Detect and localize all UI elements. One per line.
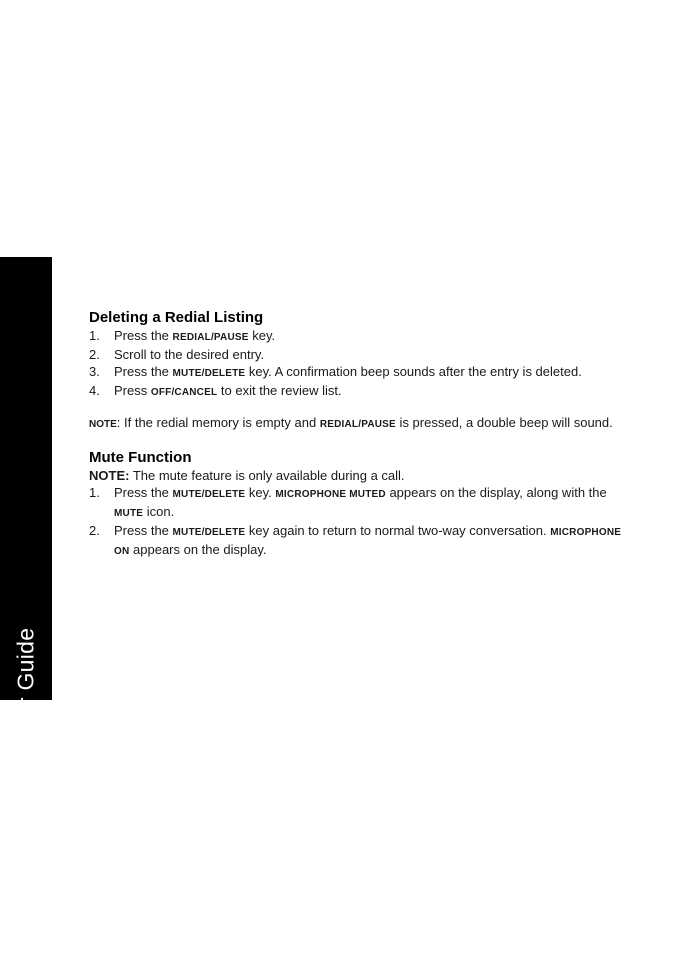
note-text: is pressed, a double beep will sound. <box>395 415 613 430</box>
key-label: REDIAL/PAUSE <box>319 419 396 430</box>
step-text: key. <box>248 328 276 343</box>
side-tab <box>0 257 52 913</box>
note-label: NOTE <box>89 419 117 430</box>
step-text: Scroll to the desired entry. <box>114 347 265 362</box>
key-label: MUTE/DELETE <box>172 368 246 379</box>
section-deleting-redial <box>89 309 634 433</box>
key-label: OFF/CANCEL <box>150 387 218 398</box>
note-paragraph <box>89 467 634 484</box>
step-text: icon. <box>143 504 175 519</box>
step-text: appears on the display. <box>129 542 267 557</box>
step-text: appears on the display, along with the <box>385 485 607 500</box>
step-text: key. <box>245 485 276 500</box>
step-number: 2. <box>89 523 100 538</box>
section-heading: Mute Function <box>89 449 192 466</box>
step-number: 2. <box>89 347 100 362</box>
step-text: to exit the review list. <box>217 383 342 398</box>
key-label: REDIAL/PAUSE <box>172 332 249 343</box>
steps-list <box>89 327 634 401</box>
key-label: MUTE/DELETE <box>172 489 246 500</box>
page-content <box>89 309 634 560</box>
step-text: Press the <box>114 328 173 343</box>
step-number: 1. <box>89 485 100 500</box>
note-text: : If the redial memory is empty and <box>116 415 320 430</box>
list-item <box>89 346 634 363</box>
icon-label: MUTE <box>114 508 144 519</box>
step-number: 3. <box>89 364 100 379</box>
list-item <box>89 522 634 560</box>
step-text: Press the <box>114 523 173 538</box>
note-paragraph <box>89 414 634 433</box>
guide-title: MD7151 User Guide <box>12 627 39 843</box>
step-text: Press the <box>114 364 173 379</box>
list-item <box>89 484 634 522</box>
step-text: key. A confirmation beep sounds after the entry is deleted. <box>245 364 582 379</box>
step-number: 1. <box>89 328 100 343</box>
step-text: Press the <box>114 485 173 500</box>
display-message: MICROPHONE ON <box>114 527 622 557</box>
key-label: MUTE/DELETE <box>172 527 246 538</box>
note-text: The mute feature is only available during a call. <box>129 468 405 483</box>
note-label: NOTE: <box>89 468 130 483</box>
list-item <box>89 363 634 382</box>
step-text: Press <box>114 383 151 398</box>
step-text: key again to return to normal two-way conversation. <box>245 523 551 538</box>
step-number: 4. <box>89 383 100 398</box>
steps-list <box>89 484 634 560</box>
list-item <box>89 382 634 401</box>
section-mute-function <box>89 449 634 560</box>
list-item <box>89 327 634 346</box>
display-message: MICROPHONE MUTED <box>275 489 386 500</box>
section-heading: Deleting a Redial Listing <box>89 309 264 326</box>
page-number: 16 <box>21 898 37 913</box>
